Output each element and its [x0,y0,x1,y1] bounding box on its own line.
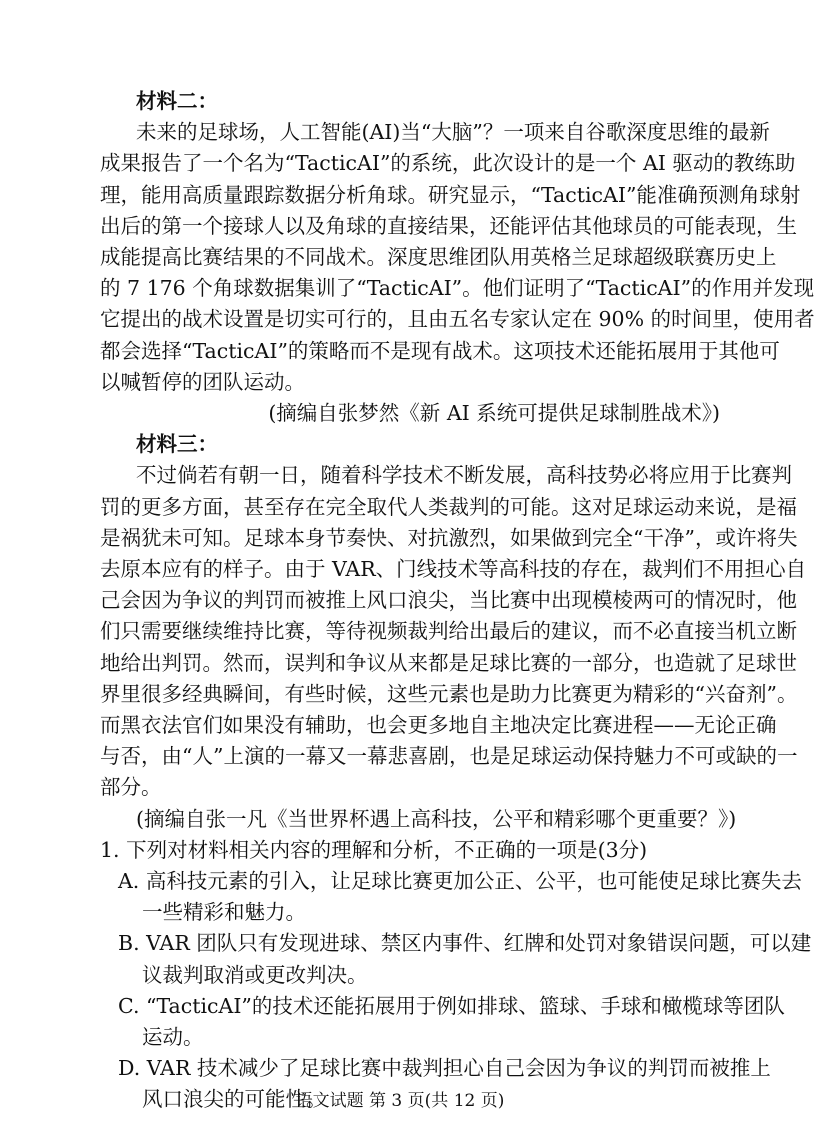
option-b-continued: 议裁判取消或更改判决。 [142,962,368,987]
page-footer: 语文试题 第 3 页(共 12 页) [295,1091,505,1111]
question1-stem: 1. 下列对材料相关内容的理解和分析，不正确的一项是(3分) [100,837,648,862]
material2-line: 理，能用高质量跟踪数据分析角球。研究显示，“TacticAI”能准确预测角球射 [100,182,801,207]
material3-line: 界里很多经典瞬间，有些时候，这些元素也是助力比赛更为精彩的“兴奋剂”。 [100,681,798,706]
material2-source: (摘编自张梦然《新 AI 系统可提供足球制胜战术》) [268,401,720,425]
material2-line: 的 7 176 个角球数据集训了“TacticAI”。他们证明了“TacticAI”的作用并发现 [100,276,815,301]
material3-line: 们只需要继续维持比赛，等待视频裁判给出最后的建议，而不必直接当机立断 [100,619,797,644]
option-a-continued: 一些精彩和魅力。 [142,900,306,925]
material3-line: 己会因为争议的判罚而被推上风口浪尖，当比赛中出现模棱两可的情况时，他 [100,588,797,613]
material3-line: 部分。 [100,775,162,800]
material3-line: 与否，由“人”上演的一幕又一幕悲喜剧，也是足球运动保持魅力不可或缺的一 [100,744,798,769]
material2-line: 都会选择“TacticAI”的策略而不是现有战术。这项技术还能拓展用于其他可 [100,338,780,363]
material2-line: 成能提高比赛结果的不同战术。深度思维团队用英格兰足球超级联赛历史上 [100,245,777,269]
material3-source: (摘编自张一凡《当世界杯遇上高科技，公平和精彩哪个更重要？》) [136,806,737,831]
material3-line: 地给出判罚。然而，误判和争议从来都是足球比赛的一部分，也造就了足球世 [100,650,797,675]
material3-heading: 材料三： [136,432,218,457]
material3-line: 而黑衣法官们如果没有辅助，也会更多地自主地决定比赛进程——无论正确 [100,713,777,737]
material2-line: 出后的第一个接球人以及角球的直接结果，还能评估其他球员的可能表现，生 [100,213,797,238]
material2-line: 以喊暂停的团队运动。 [100,369,305,394]
material3-line: 是祸犹未可知。足球本身节奏快、对抗激烈，如果做到完全“干净”，或许将失 [100,525,798,550]
option-d-continued: 风口浪尖的可能性。 [142,1087,327,1112]
material2-line: 它提出的战术设置是切实可行的，且由五名专家认定在 90% 的时间里，使用者 [100,307,815,332]
option-d: D. VAR 技术减少了足球比赛中裁判担心自己会因为争议的判罚而被推上 [118,1056,771,1081]
material2-heading: 材料二： [136,89,218,113]
material2-line: 成果报告了一个名为“TacticAI”的系统，此次设计的是一个 AI 驱动的教练助 [100,151,796,176]
material3-line: 不过倘若有朝一日，随着科学技术不断发展，高科技势必将应用于比赛判 [136,463,792,488]
material3-line: 罚的更多方面，甚至存在完全取代人类裁判的可能。这对足球运动来说，是福 [100,494,797,519]
option-a: A. 高科技元素的引入，让足球比赛更加公正、公平，也可能使足球比赛失去 [118,869,802,893]
material2-line: 未来的足球场，人工智能(AI)当“大脑”？一项来自谷歌深度思维的最新 [136,120,770,145]
material3-line: 去原本应有的样子。由于 VAR、门线技术等高科技的存在，裁判们不用担心自 [100,557,807,581]
option-c-continued: 运动。 [142,1025,204,1049]
option-c: C. “TacticAI”的技术还能拓展用于例如排球、篮球、手球和橄榄球等团队 [118,993,785,1018]
option-b: B. VAR 团队只有发现进球、禁区内事件、红牌和处罚对象错误问题，可以建 [118,931,812,956]
